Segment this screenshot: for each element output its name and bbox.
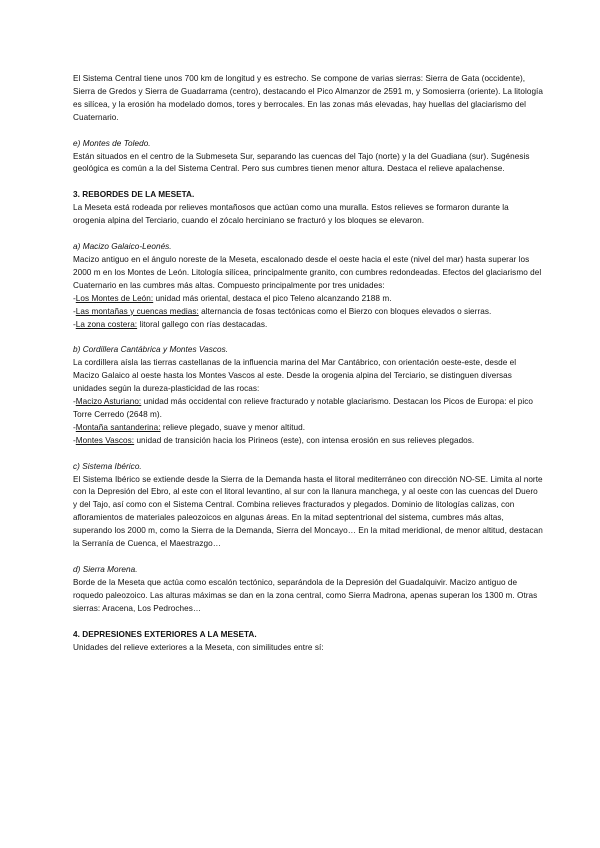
morena-title: d) Sierra Morena. <box>73 565 138 574</box>
spacer <box>73 331 543 344</box>
list-item-text: alternancia de fosas tectónicas como el Bierzo con bloques elevados o sierras. <box>198 306 492 316</box>
list-item-text: relieve plegado, suave y menor altitud. <box>160 422 306 432</box>
spacer <box>73 616 543 629</box>
spacer <box>73 551 543 564</box>
list-item <box>73 293 543 306</box>
spacer <box>73 176 543 189</box>
list-item-text: litoral gallego con rías destacadas. <box>137 319 268 329</box>
section-3-paragraph: La Meseta está rodeada por relieves montañosos que actúan como una muralla. Estos relieves se formaron durante la orogenia alpina del Terciario, cuando el zócalo herciniano se fracturó y los bloques se elevaron. <box>73 203 509 226</box>
section-4-paragraph: Unidades del relieve exteriores a la Meseta, con similitudes entre sí: <box>73 642 324 652</box>
montes-toledo-paragraph: Están situados en el centro de la Submeseta Sur, separando las cuencas del Tajo (norte) y la del Guadiana (sur). Sugénesis geológica es común a la del Sistema Central. Pero sus cumbres tienen menor altura. Destaca el relieve apalachense. <box>73 151 530 174</box>
list-item-label: Montaña santanderina: <box>75 422 161 432</box>
intro-paragraph: El Sistema Central tiene unos 700 km de longitud y es estrecho. Se compone de varias sierras: Sierra de Gata (occidente), Sierra de Gredos y Sierra de Guadarrama (centro), destacando el Pico Almanzor de 2591 m, y Somosierra (oriente). La litología es silícea, y la erosión ha modelado domos, tores y berrocales. En las zonas más elevadas, hay huellas del glaciarismo del Cuaternario. <box>73 74 543 122</box>
list-prefix: - <box>73 293 76 303</box>
list-prefix: - <box>73 306 76 316</box>
list-item <box>73 422 543 435</box>
section-3-heading: 3. REBORDES DE LA MESETA. <box>73 190 195 200</box>
document-page <box>73 73 543 654</box>
list-item <box>73 435 543 448</box>
list-prefix: - <box>73 422 76 432</box>
morena-paragraph: Borde de la Meseta que actúa como escalón tectónico, separándola de la Depresión del Guadalquivir. Macizo antiguo de roquedo paleozoico. Las alturas máximas se dan en la zona central, como Sierra Madrona, apenas superan los 1300 m. Otras sierras: Aracena, Los Pedroches… <box>73 577 538 613</box>
iberico-title: c) Sistema Ibérico. <box>73 461 142 471</box>
spacer <box>73 125 543 138</box>
iberico-paragraph: El Sistema Ibérico se extiende desde la Sierra de la Demanda hasta el litoral mediterráneo con dirección NO-SE. Limita al norte con la Depresión del Ebro, al este con el litoral levantino, al sur con la llanura manchega, y al oeste con las cuencas del Duero y del Tajo, así como con el Sistema Central. Combina relieves fracturados y plegados. Dominio de litologías calizas, con afloramientos de materiales paleozoicos en algunas áreas. En la mitad septentrional del sistema, cumbres más altas, superando los 2000 m, como la Sierra de la Demanda, Sierra del Moncayo… En la mitad meridional, de menor altitud, destacan la Serranía de Cuenca, el Maestrazgo… <box>73 474 543 549</box>
list-item-label: Montes Vascos: <box>75 435 135 445</box>
list-item-label: La zona costera: <box>75 319 138 329</box>
list-item <box>73 306 543 319</box>
galaico-paragraph: Macizo antiguo en el ángulo noreste de la Meseta, escalonado desde el oeste hacia el este (nivel del mar) hasta superar los 2000 m en los Montes de León. Litología silícea, principalmente granito, con cumbres redondeadas. Efectos del glaciarismo del Cuaternario en las cumbres más altas. Compuesto principalmente por tres unidades: <box>73 254 542 290</box>
list-item-label: Macizo Asturiano: <box>75 397 142 407</box>
montes-toledo-title: e) Montes de Toledo. <box>73 138 151 148</box>
list-item-text: unidad más occidental con relieve fracturado y notable glaciarismo. Destacan los Picos de Europa: el pico Torre Cerredo (2648 m). <box>73 397 533 419</box>
list-prefix: - <box>73 435 76 445</box>
list-item <box>73 319 543 332</box>
spacer <box>73 448 543 461</box>
cantabrica-paragraph: La cordillera aísla las tierras castellanas de la influencia marina del Mar Cantábrico, con orientación oeste-este, desde el Macizo Galaico al oeste hasta los Montes Vascos al este. Desde la orogenia alpina del Terciario, se distinguen diversas unidades según la dureza-plasticidad de las rocas: <box>73 358 517 394</box>
list-item-text: unidad de transición hacia los Pirineos (este), con intensa erosión en sus relieves plegados. <box>134 435 475 445</box>
list-item-label: Las montañas y cuencas medias: <box>75 306 199 316</box>
cantabrica-title: b) Cordillera Cantábrica y Montes Vascos. <box>73 345 229 355</box>
list-item-text: unidad más oriental, destaca el pico Teleno alcanzando 2188 m. <box>153 293 392 303</box>
list-prefix: - <box>73 397 76 407</box>
list-item-label: Los Montes de León: <box>75 293 154 303</box>
list-item <box>73 396 543 422</box>
spacer <box>73 228 543 241</box>
list-prefix: - <box>73 319 76 329</box>
section-4-heading: 4. DEPRESIONES EXTERIORES A LA MESETA. <box>73 629 257 639</box>
galaico-title: a) Macizo Galaico-Leonés. <box>73 242 172 252</box>
